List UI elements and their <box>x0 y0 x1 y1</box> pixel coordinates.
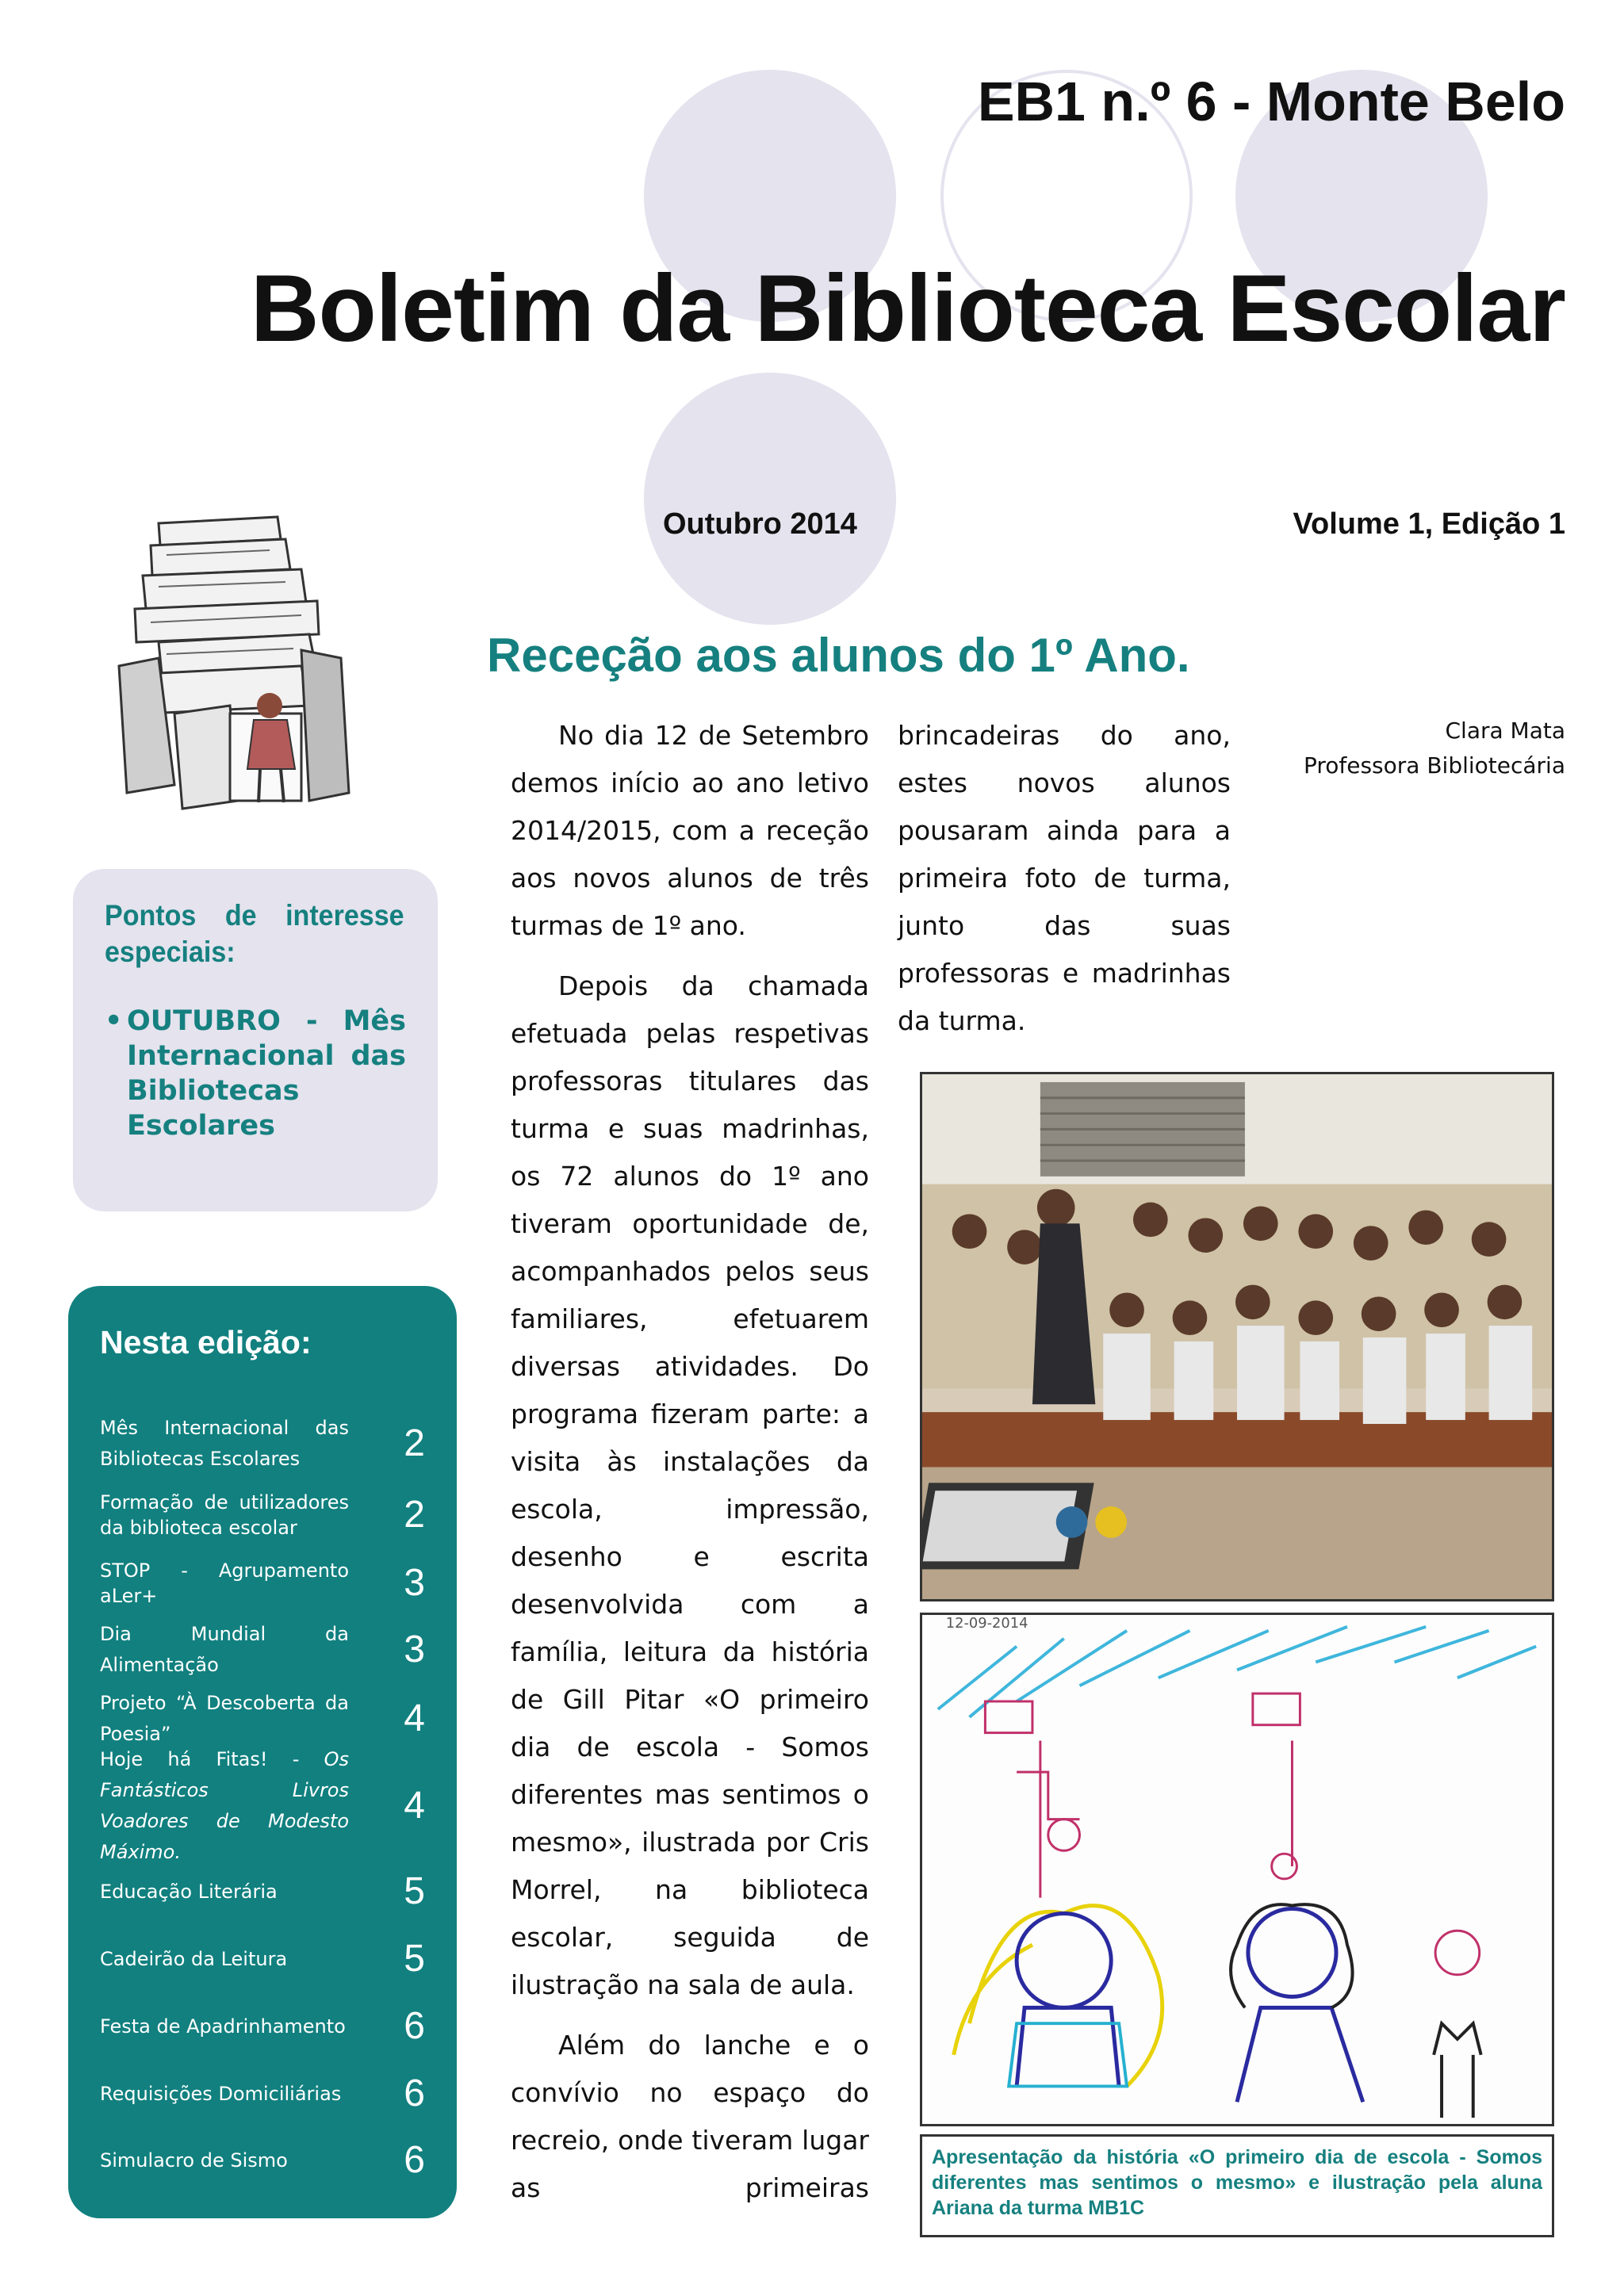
toc-entry-label: Mês Internacional das Bibliotecas Escolares <box>100 1417 349 1470</box>
toc-entry-label: Projeto “À Descoberta da Poesia” <box>100 1692 349 1745</box>
article-author <box>1304 714 1565 783</box>
toc-entry-page: 6 <box>404 2139 425 2181</box>
toc-entry[interactable] <box>100 1748 425 1863</box>
toc-entry[interactable] <box>100 1926 425 1992</box>
table-of-contents <box>68 1286 457 2218</box>
toc-entry-label: Festa de Apadrinhamento <box>100 2015 346 2038</box>
toc-entry-page: 4 <box>404 1697 425 1739</box>
toc-entry-page: 3 <box>404 1562 425 1604</box>
toc-entry[interactable] <box>100 2127 425 2194</box>
toc-entry-page: 3 <box>404 1628 425 1670</box>
toc-heading: Nesta edição: <box>100 1324 312 1360</box>
special-interest-list <box>105 1004 406 1143</box>
author-name: Clara Mata <box>1445 718 1565 744</box>
special-interest-item: • OUTUBRO - Mês Internacional das Bibliotecas Escolares <box>127 1004 406 1143</box>
article-column-2 <box>898 712 1231 1058</box>
toc-entry-label: Cadeirão da Leitura <box>100 1947 288 1970</box>
issue-date: Outubro 2014 <box>663 507 857 541</box>
toc-entry-label: Formação de utilizadores da biblioteca escolar <box>100 1491 349 1539</box>
school-name: EB1 n.º 6 - Monte Belo <box>977 71 1565 132</box>
toc-entry-label: Educação Literária <box>100 1880 278 1903</box>
drawing-date: 12-09-2014 <box>945 1614 1028 1632</box>
student-drawing <box>920 1613 1554 2126</box>
toc-entry-page: 2 <box>404 1494 425 1536</box>
toc-entry-label-text: Hoje há Fitas! - <box>100 1748 324 1770</box>
toc-entry-page: 4 <box>404 1785 425 1827</box>
toc-entry-page: 6 <box>404 2072 425 2114</box>
toc-entry[interactable] <box>100 1617 425 1683</box>
toc-entry-page: 6 <box>404 2005 425 2047</box>
newsletter-title: Boletim da Biblioteca Escolar <box>250 255 1565 362</box>
book-stack-illustration <box>111 507 412 825</box>
article-paragraph: brincadeiras do ano, estes novos alunos pousaram ainda para a primeira foto de turma, junto das suas professoras e madrinhas da turma. <box>898 720 1231 1036</box>
article-paragraph: No dia 12 de Setembro demos início ao ano letivo 2014/2015, com a receção aos novos alunos de três turmas de 1º ano. <box>511 720 869 941</box>
toc-entry[interactable] <box>100 1550 425 1617</box>
issue-volume: Volume 1, Edição 1 <box>1293 507 1565 541</box>
toc-entry-label: Simulacro de Sismo <box>100 2149 288 2172</box>
toc-entry-page: 2 <box>404 1422 425 1464</box>
toc-entry-label <box>100 1744 349 1868</box>
article-paragraph: Além do lanche e o convívio no espaço do recreio, onde tiveram lugar as primeiras <box>511 2030 869 2203</box>
toc-entry[interactable] <box>100 1992 425 2061</box>
article-column-1 <box>511 712 869 2225</box>
decorative-circle <box>644 373 896 625</box>
toc-entry-label: STOP - Agrupamento aLer+ <box>100 1559 349 1607</box>
toc-entry-label: Dia Mundial da Alimentação <box>100 1623 349 1676</box>
toc-entry[interactable] <box>100 1480 425 1550</box>
toc-entry-label: Requisições Domiciliárias <box>100 2082 342 2105</box>
toc-entry[interactable] <box>100 2061 425 2127</box>
toc-entry-page: 5 <box>404 1870 425 1912</box>
toc-entry-page: 5 <box>404 1938 425 1980</box>
toc-entry[interactable] <box>100 1407 425 1480</box>
class-photo <box>920 1072 1554 1601</box>
author-role: Professora Bibliotecária <box>1303 752 1565 779</box>
special-interest-heading: Pontos de interesse especiais: <box>105 899 404 968</box>
figure-caption: Apresentação da história «O primeiro dia de escola - Somos diferentes mas sentimos o mesmo» e ilustração pela aluna Ariana da turma MB1C <box>920 2134 1554 2237</box>
article-headline: Receção aos alunos do 1º Ano. <box>487 629 1190 682</box>
special-interest-box <box>73 869 438 1211</box>
toc-entry-label-italic: Os Fantásticos Livros Voadores de Modesto Máximo. <box>100 1748 349 1863</box>
article-paragraph: Depois da chamada efetuada pelas respetivas professoras titulares das turma e suas madrinhas, os 72 alunos do 1º ano tiveram oportunidade de, acompanhados pelos seus familiares, efetuarem diversas atividades. Do programa fizeram parte: a visita às instalações da escola, impressão, desenho e escrita desenvolvida com a família, leitura da história de Gill Pitar «O primeiro dia de escola - Somos diferentes mas sentimos o mesmo», ilustrada por Cris Morrel, na biblioteca escolar, seguida de ilustração na sala de aula. <box>511 970 869 2000</box>
